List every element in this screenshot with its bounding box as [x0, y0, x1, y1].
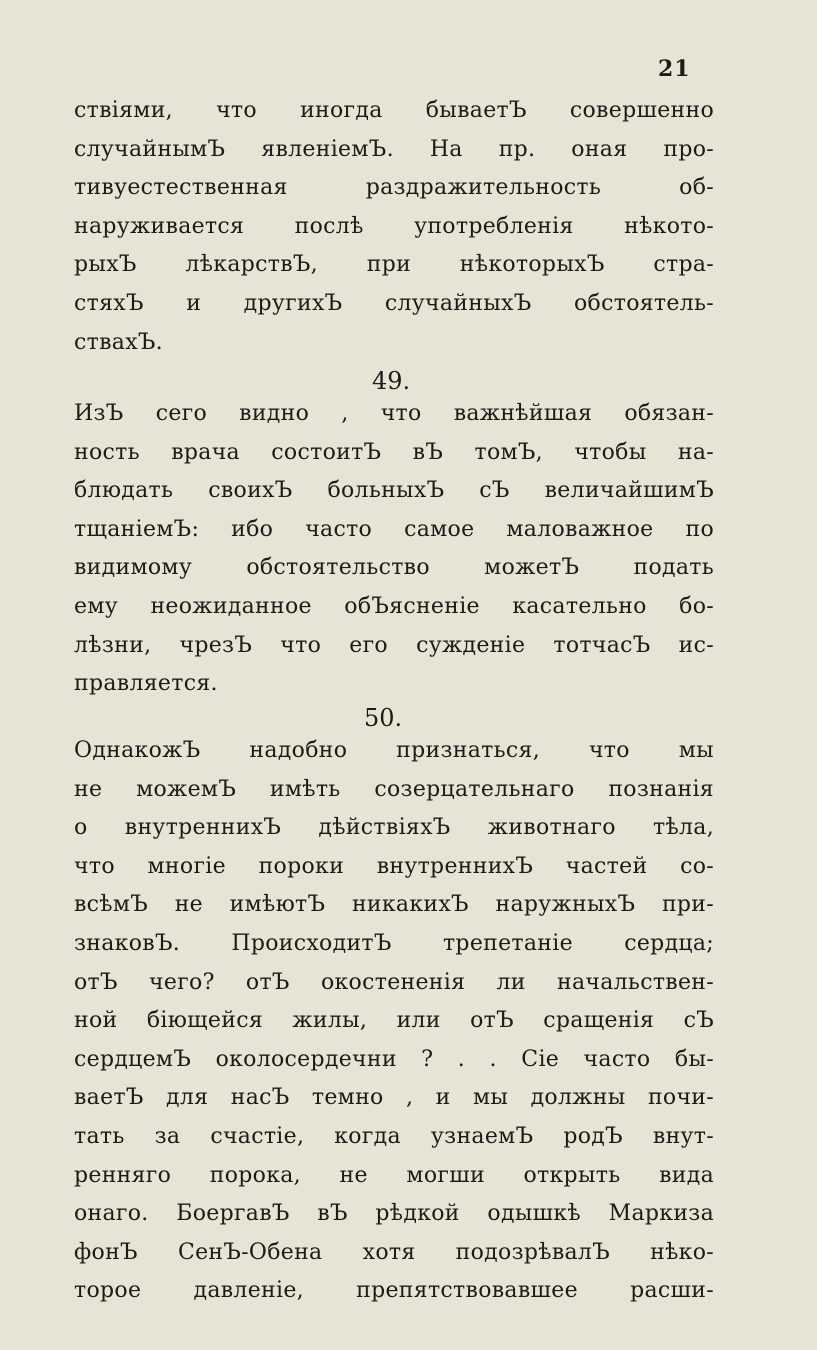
- text-line: фонЪ СенЪ-Обена хотя подозрѣвалЪ нѣко-: [74, 1239, 714, 1265]
- paragraph-50: [74, 732, 714, 1311]
- text-line: видимому обстоятельство можетЪ подать: [74, 555, 714, 581]
- text-line: ваетЪ для насЪ темно , и мы должны почи-: [74, 1085, 714, 1111]
- text-line: ренняго порока, не могши открыть вида: [74, 1162, 714, 1188]
- text-line: ствахЪ.: [74, 329, 163, 355]
- text-line: ной біющейся жилы, или отЪ сращенія сЪ: [74, 1008, 714, 1034]
- page-number: 21: [658, 56, 691, 82]
- text-line: ОднакожЪ надобно признаться, что мы: [74, 738, 714, 763]
- text-line: ность врача состоитЪ вЪ томЪ, чтобы на-: [74, 439, 714, 465]
- section-number-49: 49.: [372, 367, 411, 395]
- text-line: отЪ чего? отЪ окостененія ли начальствен-: [74, 969, 714, 995]
- text-line: тать за счастіе, когда узнаемЪ родЪ внут-: [74, 1123, 714, 1149]
- text-line: стяхЪ и другихЪ случайныхЪ обстоятель-: [74, 290, 714, 316]
- text-line: не можемЪ имѣть созерцательнаго познанія: [74, 776, 714, 802]
- text-line: правляется.: [74, 671, 218, 697]
- section-number-50: 50.: [364, 704, 403, 732]
- text-line: случайнымЪ явленіемЪ. На пр. оная про-: [74, 136, 714, 162]
- text-line: онаго. БоергавЪ вЪ рѣдкой одышкѣ Маркиза: [74, 1201, 714, 1227]
- text-line: торое давленіе, препятствовавшее расши-: [74, 1278, 714, 1304]
- text-line: тивуестественная раздражительность об-: [74, 175, 714, 201]
- text-line: ему неожиданное обЪясненіе касательно бо-: [74, 593, 714, 619]
- text-line: ИзЪ сего видно , что важнѣйшая обязан-: [74, 401, 714, 426]
- text-line: сердцемЪ околосердечни ? . . Сіе часто бы-: [74, 1046, 714, 1072]
- paragraph-continuation: [74, 92, 714, 362]
- paragraph-49: [74, 395, 714, 704]
- text-line: рыхЪ лѣкарствЪ, при нѣкоторыхЪ стра-: [74, 252, 714, 278]
- text-line: блюдать своихЪ больныхЪ сЪ величайшимЪ: [74, 478, 714, 504]
- text-line: всѣмЪ не имѣютЪ никакихЪ наружныхЪ при-: [74, 892, 714, 918]
- text-line: наруживается послѣ употребленія нѣкото-: [74, 213, 714, 239]
- text-line: тщаніемЪ: ибо часто самое маловажное по: [74, 516, 714, 542]
- text-line: лѣзни, чрезЪ что его сужденіе тотчасЪ ис-: [74, 632, 714, 658]
- text-line: о внутреннихЪ дѣйствіяхЪ животнаго тѣла,: [74, 815, 714, 841]
- text-line: ствіями, что иногда бываетЪ совершенно: [74, 98, 714, 123]
- text-line: знаковЪ. ПроисходитЪ трепетаніе сердца;: [74, 930, 714, 956]
- text-line: что многіе пороки внутреннихЪ частей со-: [74, 853, 714, 879]
